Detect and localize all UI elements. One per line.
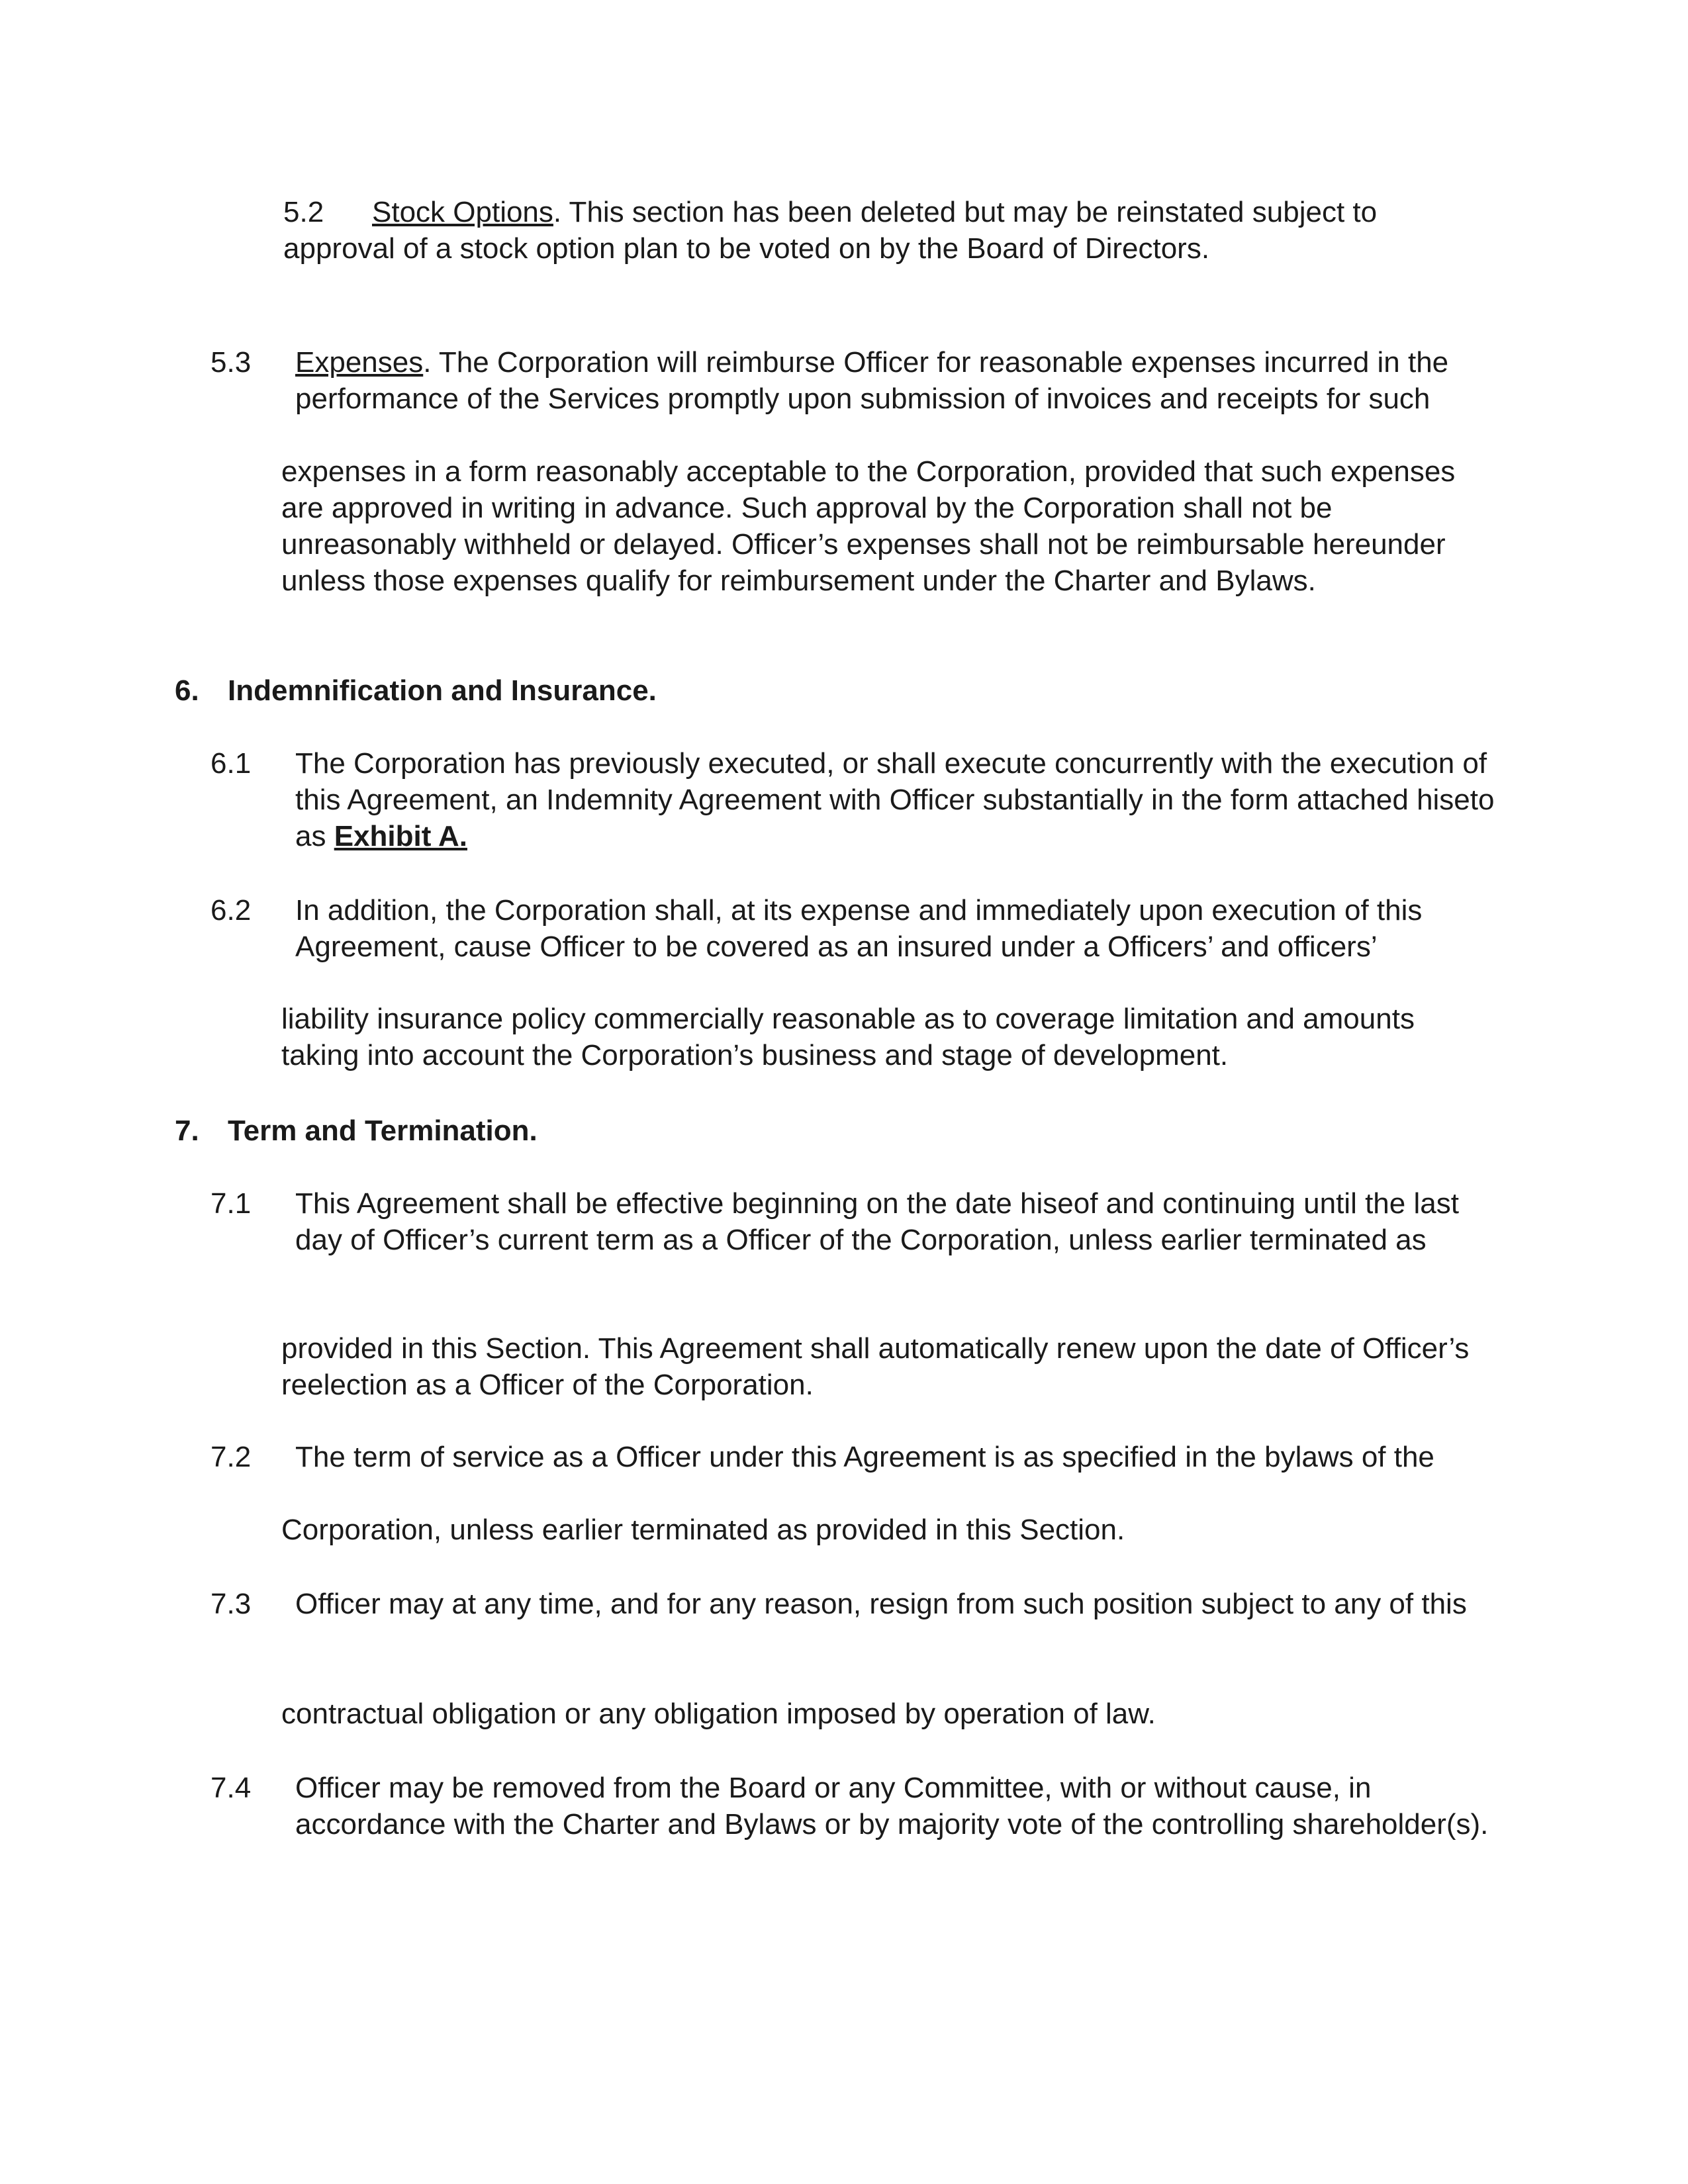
section-5-3-paragraph	[295, 344, 1501, 417]
section-7-heading	[175, 1113, 1102, 1149]
section-7-title: Term and Termination.	[228, 1115, 538, 1147]
section-5-2-text: . This section has been deleted but may be reinstated subject to approval of a stock option plan to be voted on by the Board of Directors.	[283, 196, 1378, 265]
section-6-2-number: 6.2	[211, 894, 252, 927]
section-7-3	[211, 1586, 1501, 1622]
section-5-3-continuation: expenses in a form reasonably acceptable to the Corporation, provided that such expenses are approved in writing in advance. Such approval by the Corporation shall not be unreasonably withheld or delayed. Officer’s expenses shall not be reimbursable hereunder unless those expenses qualify for reimbursement under the Charter and Bylaws.	[281, 455, 1456, 597]
section-7-1	[211, 1185, 1501, 1258]
exhibit-a-reference: Exhibit A.	[334, 820, 467, 852]
section-5-2-paragraph	[283, 194, 1435, 267]
section-7-1-number: 7.1	[211, 1187, 252, 1220]
section-5-3-number: 5.3	[211, 346, 252, 379]
section-7-3-continuation: contractual obligation or any obligation imposed by operation of law.	[281, 1698, 1156, 1730]
section-6-number: 6.	[175, 674, 199, 707]
section-6-heading	[175, 672, 1102, 709]
section-6-2-continuation: liability insurance policy commercially reasonable as to coverage limitation and amounts taking into account the Corporation’s business and stage of development.	[281, 1003, 1415, 1071]
section-7-3-paragraph: Officer may at any time, and for any reason, resign from such position subject to any of this	[295, 1588, 1467, 1620]
section-7-1-paragraph: This Agreement shall be effective beginning on the date hiseof and continuing until the last day of Officer’s current term as a Officer of the Corporation, unless earlier terminated as	[295, 1187, 1459, 1256]
section-6-2-paragraph: In addition, the Corporation shall, at its expense and immediately upon execution of this Agreement, cause Officer to be covered as an insured under a Officers’ and officers’	[295, 894, 1423, 963]
section-5-2-number: 5.2	[283, 196, 324, 228]
section-7-2-continuation: Corporation, unless earlier terminated as provided in this Section.	[281, 1514, 1125, 1546]
section-7-number: 7.	[175, 1115, 199, 1147]
section-6-1	[211, 745, 1501, 854]
section-7-2	[211, 1439, 1501, 1475]
section-6-1-paragraph	[295, 745, 1501, 854]
section-6-2	[211, 892, 1501, 965]
section-5-2	[283, 194, 1435, 267]
section-5-3-title: Expenses	[295, 346, 424, 379]
section-7-1-continuation: provided in this Section. This Agreement shall automatically renew upon the date of Officer’s reelection as a Officer of the Corporation.	[281, 1332, 1470, 1401]
section-6-title: Indemnification and Insurance.	[228, 674, 657, 707]
section-7-4-paragraph: Officer may be removed from the Board or any Committee, with or without cause, in accordance with the Charter and Bylaws or by majority vote of the controlling shareholder(s).	[295, 1772, 1489, 1841]
section-5-2-title: Stock Options	[372, 196, 553, 228]
section-7-4-number: 7.4	[211, 1772, 252, 1804]
section-7-4	[211, 1770, 1501, 1843]
section-7-2-number: 7.2	[211, 1441, 252, 1473]
section-6-1-text: The Corporation has previously executed, or shall execute concurrently with the execution of this Agreement, an Indemnity Agreement with Officer substantially in the form attached hiseto as	[295, 747, 1495, 852]
section-5-3-text: . The Corporation will reimburse Officer for reasonable expenses incurred in the performance of the Services promptly upon submission of invoices and receipts for such	[295, 346, 1449, 415]
section-7-2-paragraph: The term of service as a Officer under this Agreement is as specified in the bylaws of the	[295, 1441, 1434, 1473]
section-5-3	[211, 344, 1501, 417]
section-6-1-number: 6.1	[211, 747, 252, 780]
section-7-3-number: 7.3	[211, 1588, 252, 1620]
